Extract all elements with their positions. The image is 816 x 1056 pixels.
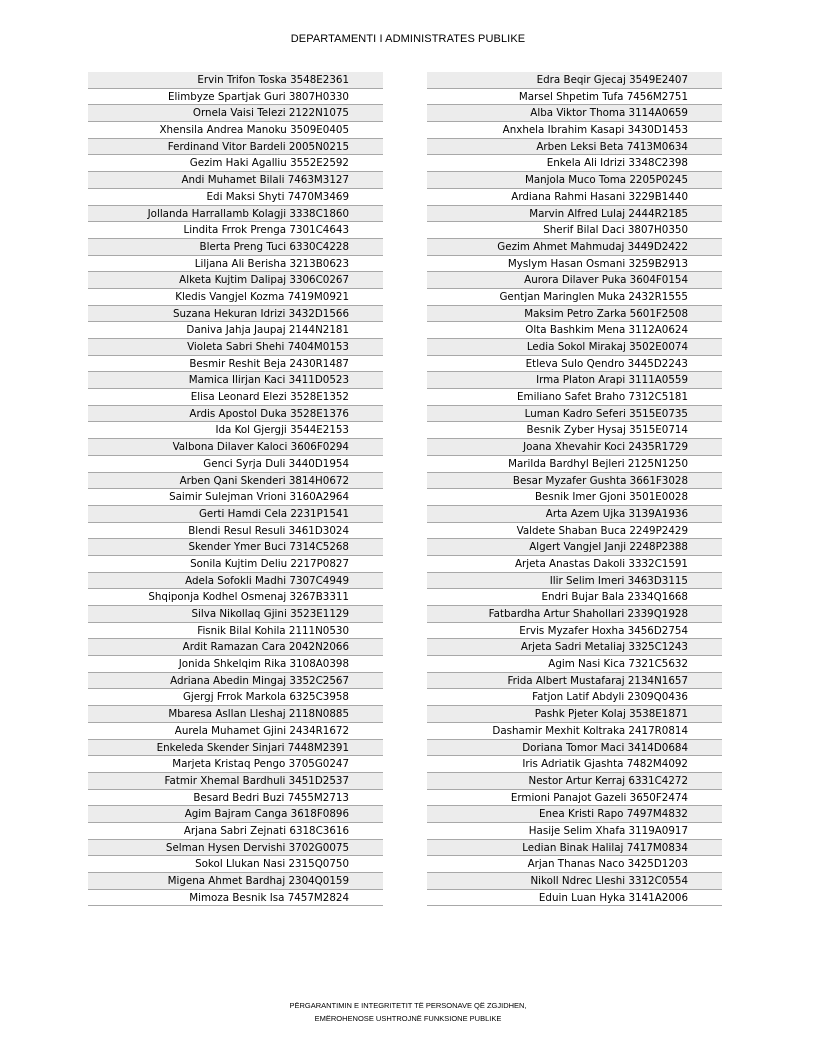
list-item: Saimir Sulejman Vrioni 3160A2964 bbox=[88, 489, 383, 506]
list-item: Adela Sofokli Madhi 7307C4949 bbox=[88, 573, 383, 590]
list-item: Etleva Sulo Qendro 3445D2243 bbox=[427, 356, 722, 373]
list-item: Agim Nasi Kica 7321C5632 bbox=[427, 656, 722, 673]
list-item: Aurora Dilaver Puka 3604F0154 bbox=[427, 272, 722, 289]
list-item: Daniva Jahja Jaupaj 2144N2181 bbox=[88, 322, 383, 339]
list-item: Maksim Petro Zarka 5601F2508 bbox=[427, 306, 722, 323]
list-item: Ardit Ramazan Cara 2042N2066 bbox=[88, 639, 383, 656]
list-item: Gerti Hamdi Cela 2231P1541 bbox=[88, 506, 383, 523]
list-item: Irma Platon Arapi 3111A0559 bbox=[427, 372, 722, 389]
list-item: Ilir Selim Imeri 3463D3115 bbox=[427, 573, 722, 590]
list-item: Enea Kristi Rapo 7497M4832 bbox=[427, 806, 722, 823]
list-item: Elisa Leonard Elezi 3528E1352 bbox=[88, 389, 383, 406]
list-item: Ledian Binak Halilaj 7417M0834 bbox=[427, 840, 722, 857]
list-item: Ervin Trifon Toska 3548E2361 bbox=[88, 72, 383, 89]
list-item: Edra Beqir Gjecaj 3549E2407 bbox=[427, 72, 722, 89]
list-item: Ornela Vaisi Telezi 2122N1075 bbox=[88, 105, 383, 122]
list-item: Gezim Ahmet Mahmudaj 3449D2422 bbox=[427, 239, 722, 256]
list-item: Alketa Kujtim Dalipaj 3306C0267 bbox=[88, 272, 383, 289]
list-item: Sokol Llukan Nasi 2315Q0750 bbox=[88, 856, 383, 873]
list-item: Frida Albert Mustafaraj 2134N1657 bbox=[427, 673, 722, 690]
list-item: Kledis Vangjel Kozma 7419M0921 bbox=[88, 289, 383, 306]
list-item: Besnik Zyber Hysaj 3515E0714 bbox=[427, 422, 722, 439]
list-item: Arjeta Sadri Metaliaj 3325C1243 bbox=[427, 639, 722, 656]
list-item: Adriana Abedin Mingaj 3352C2567 bbox=[88, 673, 383, 690]
list-item: Myslym Hasan Osmani 3259B2913 bbox=[427, 256, 722, 273]
list-item: Marjeta Kristaq Pengo 3705G0247 bbox=[88, 756, 383, 773]
list-item: Gezim Haki Agalliu 3552E2592 bbox=[88, 155, 383, 172]
list-item: Elimbyze Spartjak Guri 3807H0330 bbox=[88, 89, 383, 106]
list-item: Manjola Muco Toma 2205P0245 bbox=[427, 172, 722, 189]
list-item: Hasije Selim Xhafa 3119A0917 bbox=[427, 823, 722, 840]
list-item: Nestor Artur Kerraj 6331C4272 bbox=[427, 773, 722, 790]
list-item: Marvin Alfred Lulaj 2444R2185 bbox=[427, 206, 722, 223]
list-item: Olta Bashkim Mena 3112A0624 bbox=[427, 322, 722, 339]
list-item: Lindita Frrok Prenga 7301C4643 bbox=[88, 222, 383, 239]
list-item: Endri Bujar Bala 2334Q1668 bbox=[427, 589, 722, 606]
list-item: Ervis Myzafer Hoxha 3456D2754 bbox=[427, 623, 722, 640]
list-item: Gjergj Frrok Markola 6325C3958 bbox=[88, 689, 383, 706]
list-item: Aurela Muhamet Gjini 2434R1672 bbox=[88, 723, 383, 740]
list-item: Sherif Bilal Daci 3807H0350 bbox=[427, 222, 722, 239]
list-item: Fatjon Latif Abdyli 2309Q0436 bbox=[427, 689, 722, 706]
list-item: Blendi Resul Resuli 3461D3024 bbox=[88, 523, 383, 540]
list-item: Suzana Hekuran Idrizi 3432D1566 bbox=[88, 306, 383, 323]
list-item: Besard Bedri Buzi 7455M2713 bbox=[88, 790, 383, 807]
list-item: Dashamir Mexhit Koltraka 2417R0814 bbox=[427, 723, 722, 740]
list-item: Arjeta Anastas Dakoli 3332C1591 bbox=[427, 556, 722, 573]
list-item: Shqiponja Kodhel Osmenaj 3267B3311 bbox=[88, 589, 383, 606]
list-item: Eduin Luan Hyka 3141A2006 bbox=[427, 890, 722, 907]
page-title: DEPARTAMENTI I ADMINISTRATES PUBLIKE bbox=[290, 33, 526, 45]
list-item: Liljana Ali Berisha 3213B0623 bbox=[88, 256, 383, 273]
list-item: Ardis Apostol Duka 3528E1376 bbox=[88, 406, 383, 423]
list-item: Valdete Shaban Buca 2249P2429 bbox=[427, 523, 722, 540]
list-item: Edi Maksi Shyti 7470M3469 bbox=[88, 189, 383, 206]
list-item: Ida Kol Gjergji 3544E2153 bbox=[88, 422, 383, 439]
list-item: Fatmir Xhemal Bardhuli 3451D2537 bbox=[88, 773, 383, 790]
list-item: Silva Nikollaq Gjini 3523E1129 bbox=[88, 606, 383, 623]
list-item: Doriana Tomor Maci 3414D0684 bbox=[427, 740, 722, 757]
footer-line-1: PËRGARANTIMIN E INTEGRITETIT TË PERSONAVE QË ZGJIDHEN, bbox=[289, 1001, 527, 1010]
list-item: Besar Myzafer Gushta 3661F3028 bbox=[427, 473, 722, 490]
list-item: Nikoll Ndrec Lleshi 3312C0554 bbox=[427, 873, 722, 890]
list-item: Arta Azem Ujka 3139A1936 bbox=[427, 506, 722, 523]
list-item: Gentjan Maringlen Muka 2432R1555 bbox=[427, 289, 722, 306]
list-item: Arben Qani Skenderi 3814H0672 bbox=[88, 473, 383, 490]
list-item: Migena Ahmet Bardhaj 2304Q0159 bbox=[88, 873, 383, 890]
list-item: Joana Xhevahir Koci 2435R1729 bbox=[427, 439, 722, 456]
list-item: Pashk Pjeter Kolaj 3538E1871 bbox=[427, 706, 722, 723]
list-item: Luman Kadro Seferi 3515E0735 bbox=[427, 406, 722, 423]
list-item: Violeta Sabri Shehi 7404M0153 bbox=[88, 339, 383, 356]
list-item: Enkela Ali Idrizi 3348C2398 bbox=[427, 155, 722, 172]
list-item: Arjan Thanas Naco 3425D1203 bbox=[427, 856, 722, 873]
left-name-list bbox=[88, 72, 383, 906]
list-item: Besnik Imer Gjoni 3501E0028 bbox=[427, 489, 722, 506]
list-item: Skender Ymer Buci 7314C5268 bbox=[88, 539, 383, 556]
list-item: Andi Muhamet Bilali 7463M3127 bbox=[88, 172, 383, 189]
list-item: Anxhela Ibrahim Kasapi 3430D1453 bbox=[427, 122, 722, 139]
right-name-list bbox=[427, 72, 722, 906]
list-item: Agim Bajram Canga 3618F0896 bbox=[88, 806, 383, 823]
list-item: Emiliano Safet Braho 7312C5181 bbox=[427, 389, 722, 406]
list-item: Fisnik Bilal Kohila 2111N0530 bbox=[88, 623, 383, 640]
list-item: Ledia Sokol Mirakaj 3502E0074 bbox=[427, 339, 722, 356]
list-item: Mimoza Besnik Isa 7457M2824 bbox=[88, 890, 383, 907]
list-item: Marsel Shpetim Tufa 7456M2751 bbox=[427, 89, 722, 106]
list-item: Selman Hysen Dervishi 3702G0075 bbox=[88, 840, 383, 857]
list-item: Iris Adriatik Gjashta 7482M4092 bbox=[427, 756, 722, 773]
list-item: Alba Viktor Thoma 3114A0659 bbox=[427, 105, 722, 122]
footer-line-2: EMËROHENOSE USHTROJNË FUNKSIONE PUBLIKE bbox=[314, 1014, 502, 1023]
list-item: Jonida Shkelqim Rika 3108A0398 bbox=[88, 656, 383, 673]
list-item: Mamica Ilirjan Kaci 3411D0523 bbox=[88, 372, 383, 389]
list-item: Arjana Sabri Zejnati 6318C3616 bbox=[88, 823, 383, 840]
list-item: Xhensila Andrea Manoku 3509E0405 bbox=[88, 122, 383, 139]
list-item: Algert Vangjel Janji 2248P2388 bbox=[427, 539, 722, 556]
list-item: Marilda Bardhyl Bejleri 2125N1250 bbox=[427, 456, 722, 473]
footer bbox=[0, 999, 816, 1025]
list-item: Genci Syrja Duli 3440D1954 bbox=[88, 456, 383, 473]
list-item: Valbona Dilaver Kaloci 3606F0294 bbox=[88, 439, 383, 456]
list-item: Sonila Kujtim Deliu 2217P0827 bbox=[88, 556, 383, 573]
list-item: Fatbardha Artur Shahollari 2339Q1928 bbox=[427, 606, 722, 623]
list-item: Blerta Preng Tuci 6330C4228 bbox=[88, 239, 383, 256]
list-item: Mbaresa Asllan Lleshaj 2118N0885 bbox=[88, 706, 383, 723]
list-item: Enkeleda Skender Sinjari 7448M2391 bbox=[88, 740, 383, 757]
list-item: Ferdinand Vitor Bardeli 2005N0215 bbox=[88, 139, 383, 156]
list-item: Arben Leksi Beta 7413M0634 bbox=[427, 139, 722, 156]
list-item: Besmir Reshit Beja 2430R1487 bbox=[88, 356, 383, 373]
list-item: Jollanda Harrallamb Kolagji 3338C1860 bbox=[88, 206, 383, 223]
list-item: Ermioni Panajot Gazeli 3650F2474 bbox=[427, 790, 722, 807]
list-item: Ardiana Rahmi Hasani 3229B1440 bbox=[427, 189, 722, 206]
